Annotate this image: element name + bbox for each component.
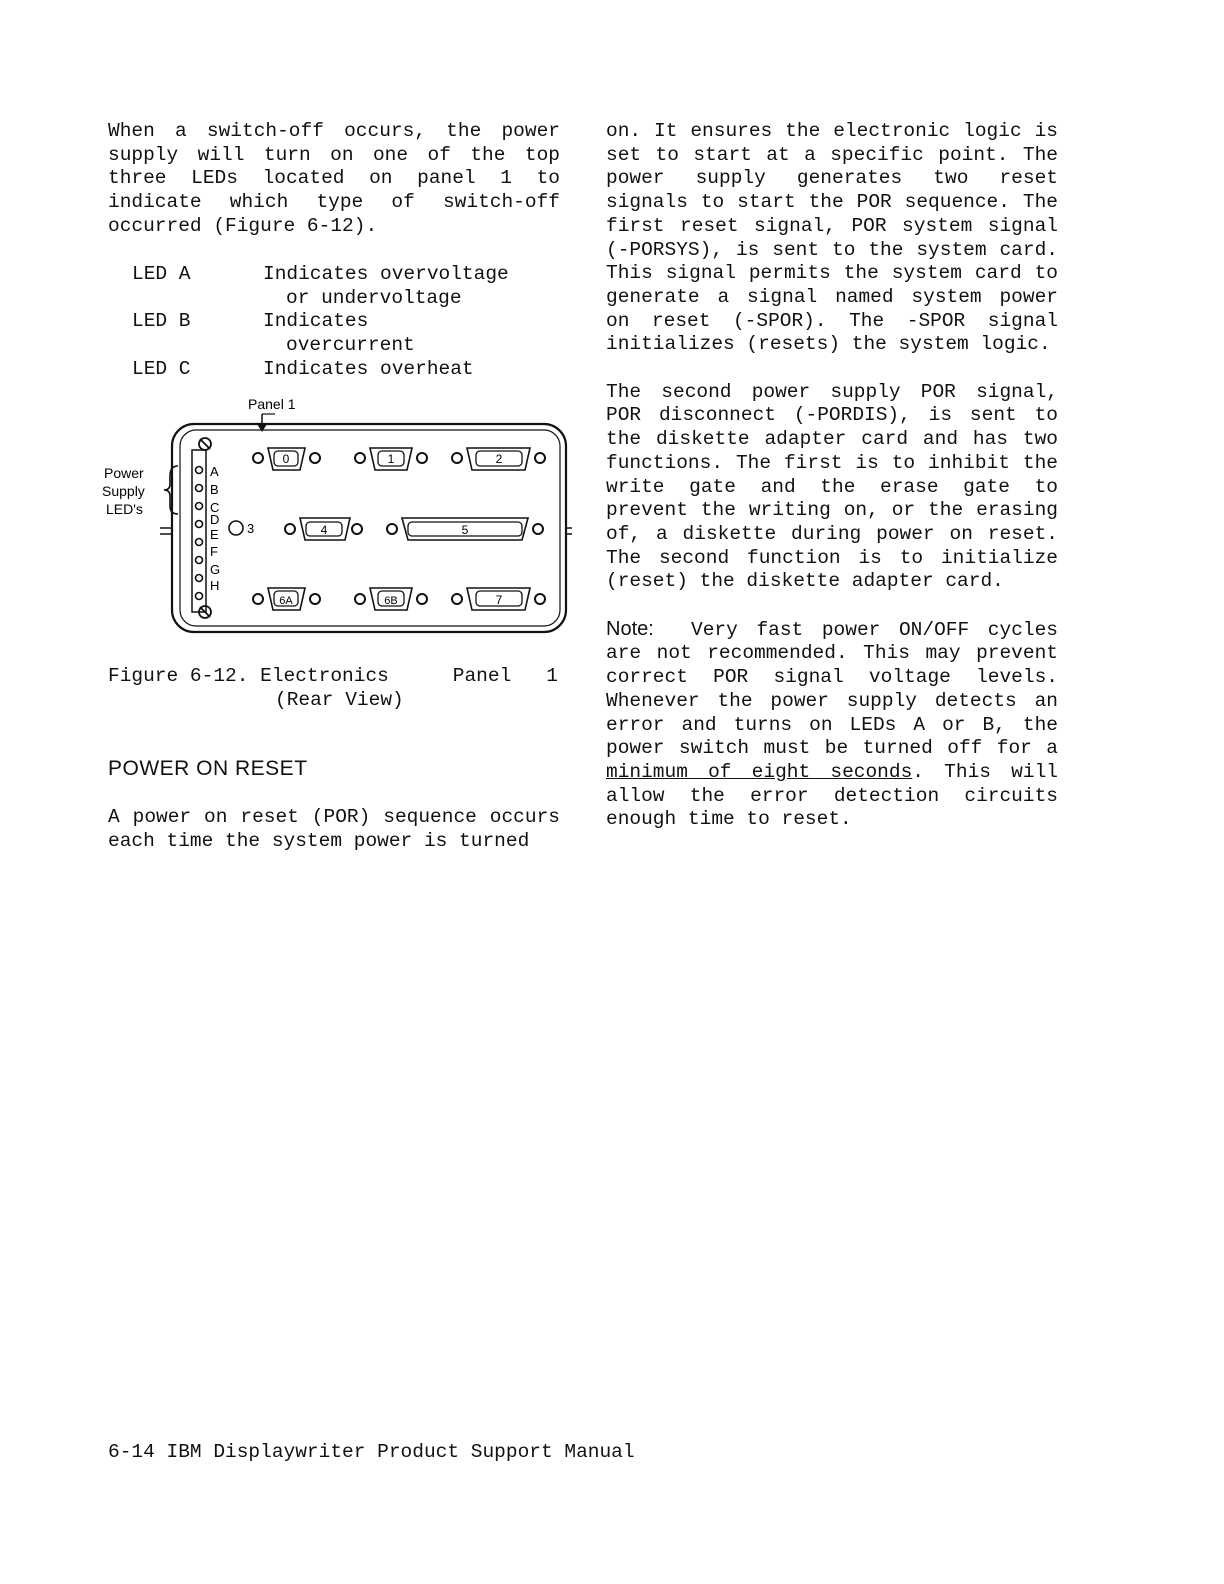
connector-label: 0 (282, 452, 290, 466)
section-heading: POWER ON RESET (108, 757, 308, 780)
led-indicator-icon (196, 467, 203, 474)
connector-label: 5 (461, 523, 469, 537)
note-label: Note: (606, 617, 654, 640)
note-text-a: Very fast power ON/OFF cycles are not recommended. This may prevent correct POR signal voltage levels. Whenever the power supply detects an error and turns on LEDs A or B, the power switch must be turned off for a (606, 618, 1059, 760)
screw-icon (199, 438, 211, 450)
caption-right: 1 (546, 665, 558, 687)
led-letter: H (210, 578, 220, 593)
led-indicator-icon (196, 503, 203, 510)
connector-4 (285, 518, 362, 540)
led-desc-line2: or undervoltage (286, 286, 462, 309)
right-paragraph-1: on. It ensures the electronic logic is set to start at a specific point. The power supply generates two reset signals to start the POR sequence. The first reset signal, POR system signal (-PORSYS), is sent to the system card. This signal permits the system card to generate a signal named system power on reset (-SPOR). The -SPOR signal initializes (resets) the system logic. (606, 120, 1058, 356)
page-footer: 6-14 IBM Displaywriter Product Support Manual (108, 1441, 635, 1463)
led-indicator-icon (196, 539, 203, 546)
led-letter: B (210, 482, 219, 497)
left-column (108, 120, 560, 239)
caption-left: Figure 6-12. Electronics (108, 665, 389, 687)
led-indicator-icon (196, 521, 203, 528)
right-column (606, 120, 1058, 832)
led-indicator-icon (196, 575, 203, 582)
note-paragraph (606, 618, 1058, 832)
panel-outline (172, 424, 566, 632)
connector-label: 4 (320, 523, 328, 537)
led-desc-line1: Indicates (263, 310, 369, 333)
right-paragraph-2: The second power supply POR signal, POR disconnect (-PORDIS), is sent to the diskette adapter card and has two functions. The first is to inhibit the write gate and the erase gate to prevent the writing on, or the erasing of, a diskette during power on reset. The second function is to initialize (reset) the diskette adapter card. (606, 380, 1058, 593)
connector-7 (452, 588, 545, 610)
connector-2 (452, 448, 545, 470)
led-row-c (132, 358, 563, 382)
por-paragraph (108, 806, 560, 853)
connector-label: 2 (495, 452, 503, 466)
connector-0 (253, 448, 320, 470)
connector-6a (253, 588, 320, 610)
led-name: LED B (132, 310, 191, 333)
por-body: A power on reset (POR) sequence occurs each time the system power is turned (108, 806, 560, 852)
led-desc-line2: overcurrent (286, 334, 415, 357)
paragraph-gap (606, 357, 1058, 381)
led-desc-line1: Indicates overvoltage (263, 263, 509, 285)
led-row-b (132, 310, 563, 357)
led-desc-line1: Indicates overheat (263, 357, 474, 380)
led-name: LED A (132, 263, 191, 285)
led-letter: G (210, 562, 221, 577)
led-table (132, 263, 563, 382)
panel-arrow-head (257, 424, 267, 432)
led-letter: D (210, 512, 220, 527)
jack-3-label: 3 (247, 521, 255, 536)
led-desc (263, 358, 563, 382)
caption-mid: Panel (452, 665, 512, 687)
connector-label: 6A (279, 595, 293, 607)
note-text-b: . This will allow the error detection circuits enough time to reset. (606, 760, 1058, 831)
figure-caption (108, 665, 560, 712)
connector-5 (387, 518, 543, 540)
caption-line2: (Rear View) (275, 688, 404, 711)
led-name: LED C (132, 357, 191, 380)
caption-line1 (108, 665, 560, 689)
led-letter: A (210, 464, 219, 479)
note-underlined: minimum of eight seconds (606, 760, 913, 783)
panel-inner-outline (180, 430, 560, 626)
led-letter: F (210, 544, 218, 559)
paragraph-gap (606, 594, 1058, 618)
led-row-a (132, 263, 563, 310)
electronics-panel-figure (100, 392, 572, 642)
led-indicator-icon (196, 485, 203, 492)
intro-paragraph: When a switch-off occurs, the power supply will turn on one of the top three LEDs located on panel 1 to indicate which type of switch-off occurred (Figure 6-12). (108, 120, 560, 237)
jack-icon (229, 521, 243, 535)
led-letter: E (210, 527, 219, 542)
connector-6b (355, 588, 427, 610)
power-label: Power (104, 465, 144, 481)
led-indicator-icon (196, 557, 203, 564)
leds-label: LED's (106, 501, 143, 517)
led-letters (210, 464, 220, 593)
led-desc (263, 263, 563, 310)
connector-label: 7 (495, 593, 503, 607)
led-strip-leds (196, 467, 203, 600)
led-indicator-icon (196, 593, 203, 600)
connector-label: 6B (384, 595, 398, 607)
led-desc (263, 310, 563, 357)
connector-label: 1 (387, 452, 395, 466)
supply-label: Supply (102, 483, 145, 499)
led-letter: C (210, 500, 220, 515)
panel-label: Panel 1 (248, 396, 296, 412)
connector-1 (355, 448, 427, 470)
